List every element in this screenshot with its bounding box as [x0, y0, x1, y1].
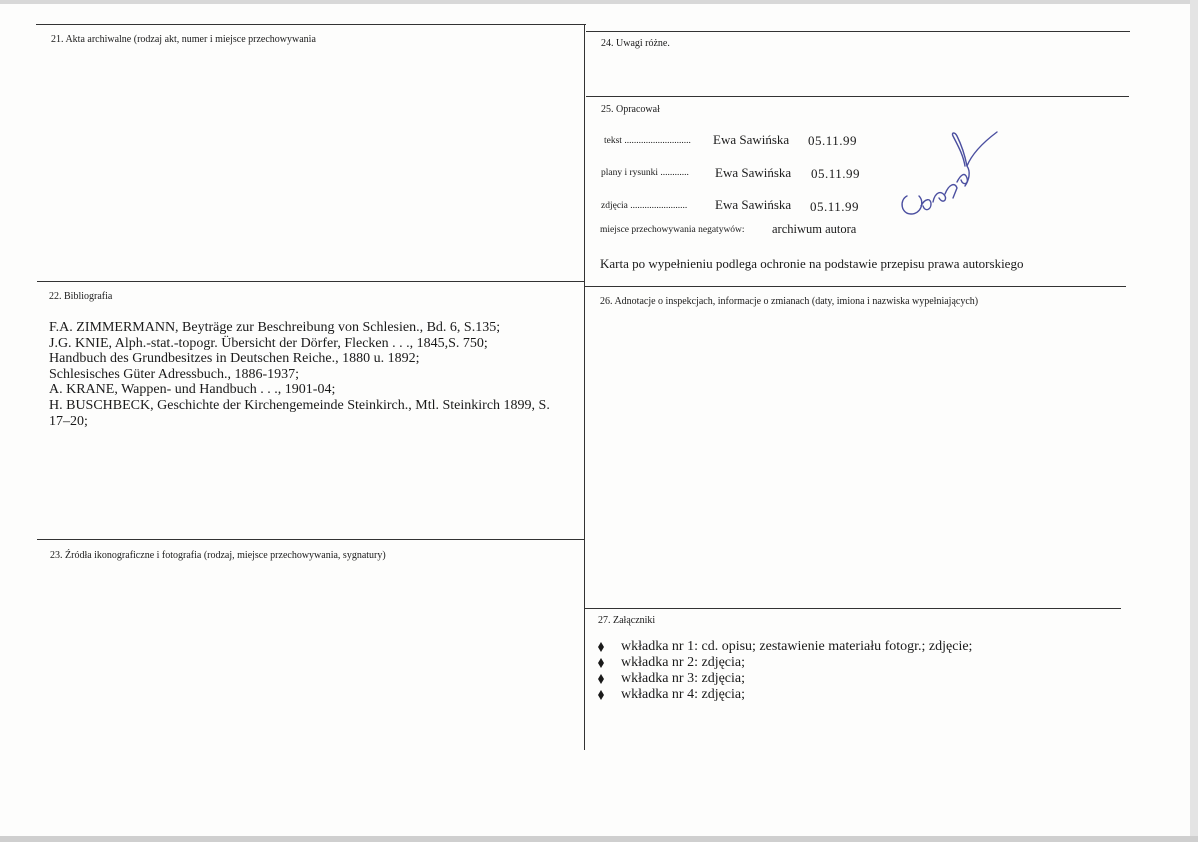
diamond-bullet-icon — [598, 642, 604, 652]
bibliography-entry: J.G. KNIE, Alph.-stat.-topogr. Übersicht der Dörfer, Flecken . . ., 1845,S. 750; — [49, 335, 488, 351]
diamond-bullet-icon — [598, 690, 604, 700]
bibliography-list — [49, 320, 569, 429]
rule-23-top — [37, 539, 585, 540]
bibliography-entry: Handbuch des Grundbesitzes in Deutschen Reiche., 1880 u. 1892; — [49, 351, 420, 367]
rule-top-right — [586, 31, 1130, 32]
rule-26-top — [585, 286, 1126, 287]
author-row-plans-label: plany i rysunki ............ — [601, 168, 689, 178]
column-divider — [584, 24, 585, 750]
scan-edge — [0, 836, 1198, 842]
negatives-location-label: miejsce przechowywania negatywów: — [600, 225, 745, 235]
rule-27-top — [585, 608, 1121, 609]
bibliography-entry: F.A. ZIMMERMANN, Beyträge zur Beschreibung von Schlesien., Bd. 6, S.135; — [49, 320, 501, 335]
attachment-label: wkładka nr 4: zdjęcia; — [621, 687, 746, 702]
author-row-photos-name: Ewa Sawińska — [715, 197, 792, 212]
bibliography-entry: A. KRANE, Wappen- und Handbuch . . ., 1901-04; — [49, 382, 336, 398]
section-23-heading: 23. Źródła ikonograficzne i fotografia (rodzaj, miejsce przechowywania, sygnatury) — [50, 550, 386, 561]
rule-22-top — [37, 281, 585, 282]
section-22-heading: 22. Bibliografia — [49, 291, 113, 302]
author-row-text-date: 05.11.99 — [808, 133, 858, 148]
rule-25-top — [586, 96, 1129, 97]
section-21-heading: 21. Akta archiwalne (rodzaj akt, numer i miejsce przechowywania — [51, 34, 316, 45]
rule-top-left — [36, 24, 586, 25]
copyright-note: Karta po wypełnieniu podlega ochronie na podstawie przepisu prawa autorskiego — [600, 256, 1024, 271]
author-row-plans-date: 05.11.99 — [811, 166, 861, 181]
bibliography-entry: H. BUSCHBECK, Geschichte der Kirchengemeinde Steinkirch., Mtl. Steinkirch 1899, S. 17–20; — [49, 397, 550, 429]
section-24-heading: 24. Uwagi różne. — [601, 38, 670, 49]
scan-edge — [1190, 0, 1198, 842]
diamond-bullet-icon — [598, 658, 604, 668]
negatives-location-value: archiwum autora — [772, 222, 857, 236]
author-row-photos-date: 05.11.99 — [810, 199, 860, 214]
handwritten-signature — [895, 126, 1005, 226]
section-25-heading: 25. Opracował — [601, 104, 660, 115]
bibliography-entry: Schlesisches Güter Adressbuch., 1886-1937; — [49, 366, 300, 382]
author-row-plans-name: Ewa Sawińska — [715, 165, 792, 180]
attachment-label: wkładka nr 1: cd. opisu; zestawienie materiału fotogr.; zdjęcie; — [621, 639, 973, 654]
scan-edge — [0, 0, 1198, 4]
attachment-label: wkładka nr 2: zdjęcia; — [621, 655, 746, 670]
section-27-heading: 27. Załączniki — [598, 615, 656, 626]
author-row-text-name: Ewa Sawińska — [713, 132, 790, 147]
author-row-photos-label: zdjęcia ........................ — [601, 201, 688, 211]
diamond-bullet-icon — [598, 674, 604, 684]
section-26-heading: 26. Adnotacje o inspekcjach, informacje o zmianach (daty, imiona i nazwiska wypełniających) — [600, 296, 979, 307]
attachment-label: wkładka nr 3: zdjęcia; — [621, 671, 746, 686]
author-row-text-label: tekst ............................ — [604, 136, 691, 146]
